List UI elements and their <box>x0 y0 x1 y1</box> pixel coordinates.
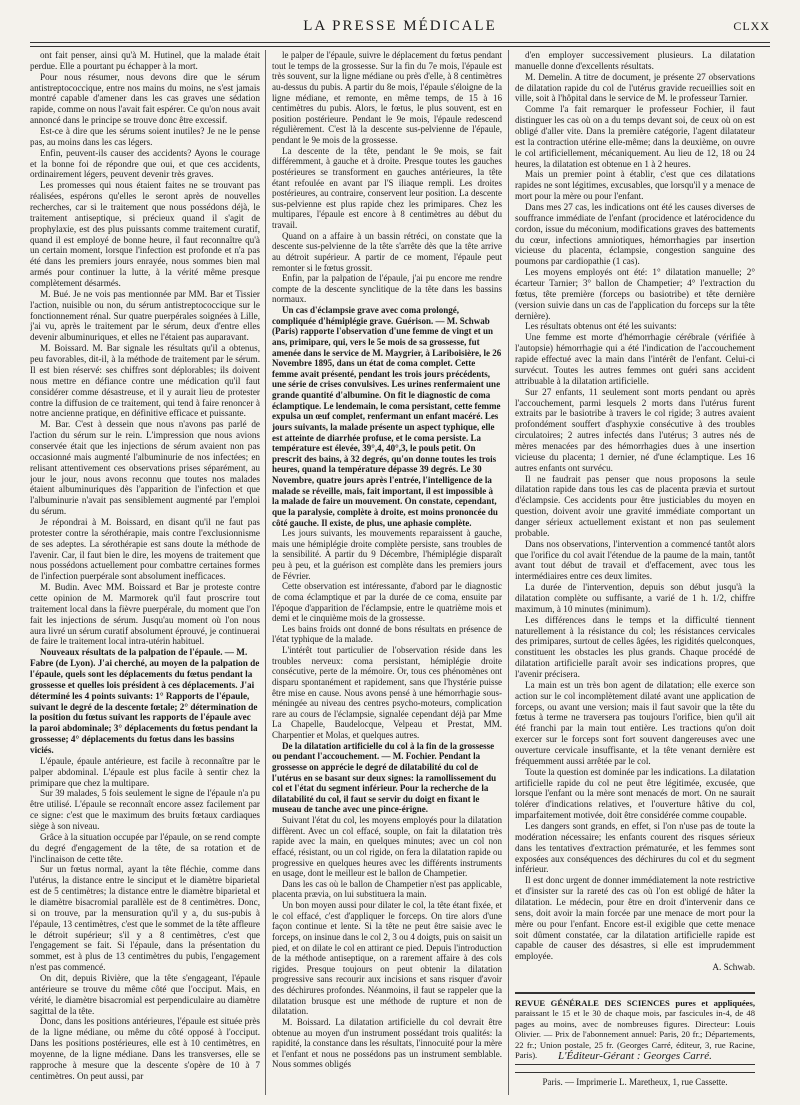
paragraph: Suivant l'état du col, les moyens employés pour la dilatation diffèrent. Avec un col effacé, souple, on fait la dilatation très rapide avec la main, en quelques minutes; avec un col non effacé, résistant, ou un col rigide, on fera la dilatation rapide ou progressive en quelques heures avec les différents instruments en usage, dont le meilleur est le ballon de Champetier. <box>272 815 502 879</box>
paragraph: Nouveaux résultats de la palpation de l'épaule. — M. Fabre (de Lyon). J'ai cherché, au moyen de la palpation de l'épaule, quels sont les déplacements du fœtus pendant la grossesse et quelles lois président à ces déplacements. J'ai déterminé les 4 points suivants: 1° Rapports de l'épaule, suivant le degré de la descente fœtale; 2° détermination de la position du fœtus suivant les rapports de l'épaule avec la paroi abdominale; 3° déplacements du fœtus pendant la grossesse; 4° déplacements du fœtus dans les bassins viciés. <box>30 647 260 755</box>
paragraph: Dans mes 27 cas, les indications ont été les causes diverses de souffrance immédiate de l'enfant (procidence et latérocidence du cordon, issue du méconium, modifications graves des battements du cœur, infections amniotiques, hémorrhagies par insertion vicieuse du placenta, éclampsie, congestion sanguine des poumons par cardiopathie (1 cas). <box>515 202 755 267</box>
paragraph: L'intérêt tout particulier de l'observation réside dans les troubles nerveux: coma persistant, hémiplégie droite consécutive, perte de la mémoire. Or, tous ces phénomènes ont disparu spontanément et rapidement, sans que l'hystérie puisse être mise en cause. Nous avons pensé à une hémorrhagie sous-méningée au niveau des centres psycho-moteurs, complication rare au cours de l'éclampsie, signalée cependant déjà par Mme La Chapelle, Baudelocque, Velpeau et Prestat, MM. Charpentier et Molas, et quelques autres. <box>272 645 502 740</box>
paragraph: M. Budin. Avec MM. Boissard et Bar je proteste contre cette opinion de M. Marmorek qu'il faut proscrire tout traitement local dans la fièvre puerpérale, du moment que l'on fait les injections de sérum. Jusqu'au moment où l'on nous aura livré un sérum curatif absolument éprouvé, je continuerai de faire le traitement local intra-utérin habituel. <box>30 582 260 647</box>
column-divider <box>508 50 509 1095</box>
paragraph: Mais un premier point à établir, c'est que ces dilatations rapides ne sont légitimes, excusables, que lorsqu'il y a menace de mort pour la mère ou pour l'enfant. <box>515 169 755 202</box>
paragraph: L'épaule, épaule antérieure, est facile à reconnaître par le palper abdominal. L'épaule est plus facile à sentir chez la primipare que chez la multipare. <box>30 755 260 788</box>
paragraph: d'en employer successivement plusieurs. La dilatation manuelle donne d'excellents résultats. <box>515 50 755 71</box>
paragraph: Est-ce à dire que les sérums soient inutiles? Je ne le pense pas, au moins dans les cas légers. <box>30 126 260 147</box>
column-middle <box>272 50 502 1095</box>
author-signature: A. Schwab. <box>712 962 755 973</box>
editor-line: L'Éditeur-Gérant : Georges Carré. <box>558 1050 712 1062</box>
paragraph: M. Demelin. A titre de document, je présente 27 observations de dilatation rapide du col de l'utérus gravide recueillies soit en ville, soit à l'hôpital dans le service de M. le professeur Tarnier. <box>515 71 755 104</box>
paragraph: Je répondrai à M. Boissard, en disant qu'il ne faut pas protester contre la sérothérapie, mais contre l'exclusionnisme de ses adeptes. La sérothérapie est sans doute la méthode de l'avenir. Car, il faut bien le dire, les moyens de traitement que nous possédons actuellement pour combattre certaines formes de l'infection puerpérale sont absolument inefficaces. <box>30 516 260 582</box>
paragraph: Les bains froids ont donné de bons résultats en présence de l'état typhique de la malade. <box>272 623 502 645</box>
paragraph: Un bon moyen aussi pour dilater le col, la tête étant fixée, et le col effacé, c'est d'appliquer le forceps. On tire alors d'une façon continue et lente. Si la tête ne peut être saisie avec le forceps, on insinue dans le col 2, 3 ou 4 doigts, puis on saisit un pied, et on dilate le col en attirant ce pied. Depuis l'introduction de la méthode antiseptique, on a rarement affaire à des cols rigides. Presque toujours on peut obtenir la dilatation progressive sans recourir aux incisions et sans risquer d'avoir des déchirures profondes. Néanmoins, il faut se rappeler que la dilatation brusque est une méthode de rupture et non de dilatation. <box>272 900 502 1017</box>
advertisement-text: paraissant le 15 et le 30 de chaque mois, par fascicules in-4, de 48 pages au moins, avec de nombreuses figures. Directeur: Louis Olivier. — Prix de l'abonnement annuel: Paris, 20 fr.; Départements, 22 fr.; Union postale, 25 fr. (Georges Carré, éditeur, 3, rue Racine, Paris). <box>515 1008 755 1061</box>
paragraph: Grâce à la situation occupée par l'épaule, on se rend compte du degré d'engagement de la tête, de sa rotation et de l'inclinaison de cette tête. <box>30 831 260 864</box>
paragraph: Comme l'a fait remarquer le professeur Fochier, il faut distinguer les cas où on a du temps devant soi, de ceux où on est obligé d'aller vite. Dans la première catégorie, l'agent dilatateur est la contraction utérine elle-même; dans la deuxième, on ouvre le col artificiellement, mécaniquement. Au lieu de 12, 18 ou 24 heures, la dilatation est obtenue en 1 à 2 heures. <box>515 104 755 169</box>
printer-line: Paris. — Imprimerie L. Maretheux, 1, rue Cassette. <box>515 1072 755 1087</box>
column-right <box>515 50 755 985</box>
paragraph: La main est un très bon agent de dilatation; elle exerce son action sur le col incomplètement dilaté avant une application de forceps, ou avant une version; mais il faut savoir que la tête du fœtus à terme ne traversera pas toujours l'orifice, bien qu'il ait été franchi par la main tout entière. Les tractions qu'on doit exercer sur le forceps sont fort souvent dangereuses avec une ouverture cervicale insuffisante, et la tête venant dernière est fréquemment aussi arrêtée par le col. <box>515 679 755 766</box>
paragraph: Cette observation est intéressante, d'abord par le diagnostic de coma éclamptique et par la durée de ce coma, ensuite par l'époque d'apparition de l'éclampsie, entre le quatrième mois et demi et le cinquième mois de la grossesse. <box>272 581 502 624</box>
advertisement-heading: REVUE GÉNÉRALE DES SCIENCES pures et appliquées, <box>515 998 755 1008</box>
column-divider <box>265 50 266 1095</box>
paragraph: ont fait penser, ainsi qu'à M. Hutinel, que la malade était perdue. Elle a pourtant pu échapper à la mort. <box>30 50 260 71</box>
paragraph: Donc, dans les positions antérieures, l'épaule est située près de la ligne médiane, ou même du côté opposé à l'occiput. Dans les positions postérieures, elle est à 10 centimètres, en moyenne, de la ligne médiane. Dans les transverses, elle se rapproche à mesure que la descente s'opère de 10 à 7 centimètres. On peut aussi, par <box>30 1016 260 1081</box>
paragraph: Enfin, peuvent-ils causer des accidents? Ayons le courage et la bonne foi de répondre que oui, et que ces accidents, ordinairement légers, peuvent devenir très graves. <box>30 147 260 180</box>
paragraph: Sur un fœtus normal, ayant la tête fléchie, comme dans l'utérus, la distance entre le sinciput et le diamètre biparietal est de 5 centimètres; la distance entre le diamètre biparietal et le diamètre bisacromial parallèle est de 8 centimètres. Donc, si on trouve, par la mensuration qu'il y a, du sus-pubis à l'épaule, 13 centimètres, c'est que le sommet de la tête affleure le détroit supérieur; s'il y a 8 centimètres, c'est que l'engagement se fait. Si l'épaule, dans la présentation du sommet, est à plus de 13 centimètres du pubis, l'engagement n'est pas commencé. <box>30 864 260 973</box>
paragraph: Les résultats obtenus ont été les suivants: <box>525 321 677 332</box>
paragraph: M. Bar. C'est à dessein que nous n'avons pas parlé de l'action du sérum sur le rein. L'impression que nous avions conservée était que les injections de sérum avaient non pas occasionné mais augmenté l'albuminurie de nos infectées; en relisant attentivement ces observations prises séparément, au jour le jour, nous avons reconnu que toutes nos malades étaient albuminuriques dès l'apparition de l'infection et que l'albuminurie n'avait pas sensiblement augmenté par l'emploi du sérum. <box>30 419 260 517</box>
paragraph: On dit, depuis Rivière, que la tête s'engageant, l'épaule antérieure se trouve du même côté que l'occiput. Mais, en vérité, le diamètre bisacromial est perpendiculaire au diamètre sagittal de la tête. <box>30 973 260 1016</box>
paragraph: Sur 39 malades, 5 fois seulement le signe de l'épaule n'a pu être utilisé. L'épaule se reconnaît encore assez facilement par ce signe: c'est que le maximum des bruits fœtaux cardiaques siège à son niveau. <box>30 788 260 832</box>
header-rule <box>30 42 770 47</box>
paragraph: Dans nos observations, l'intervention a commencé tantôt alors que l'orifice du col avait l'étendue de la paume de la main, tantôt avant tout début de travail et d'effacement, avec tous les intermédiaires entre ces deux limites. <box>515 538 755 582</box>
paragraph: Les jours suivants, les mouvements reparaissent à gauche, mais une hémiplégie droite complète persiste, sans troubles de la sensibilité. A partir du 9 Décembre, l'hémiplégie disparaît peu à peu, et la guérison est complète dans les premiers jours de Février. <box>272 528 502 581</box>
paragraph: Un cas d'éclampsie grave avec coma prolongé, compliquée d'hémiplégie grave. Guérison. — M. Schwab (Paris) rapporte l'observation d'une femme de vingt et un ans, primipare, qui, vers le 5e mois de sa grossesse, fut amenée dans le service de M. Maygrier, à Lariboisière, le 26 Novembre 1895, dans un état de coma complet. Cette femme avait présenté, pendant les trois jours précédents, une série de crises convulsives. Les urines renfermaient une grande quantité d'albumine. On fit le diagnostic de coma éclamptique. Le lendemain, le coma persistant, cette femme expulsa un œuf complet, renfermant un enfant macéré. Les jours suivants, la malade présente un aspect typhique, elle est atteinte de diarrhée profuse, et le coma persiste. La température est élevée, 39°,4, 40°,3, le pouls petit. On prescrit des bains, à 32 degrés, qu'on donne toutes les trois heures, quand la température dépasse 39 degrés. Le 30 Novembre, quatre jours après l'entrée, l'intelligence de la malade se réveille, mais, fait important, il est impossible à la malade de faire un mouvement. On constate, cependant, que la paralysie, complète à droite, est moins prononcée du côté gauche. Il existe, de plus, une aphasie complète. <box>272 305 502 528</box>
paragraph: Toute la question est dominée par les indications. La dilatation artificielle rapide du col ne peut être légitimée, excusée, que lorsque l'enfant ou la mère sont menacés de mort. On ne saurait tolérer d'indications relatives, et l'ouverture hâtive du col, imparfaitement motivée, doit être considérée comme coupable. <box>515 766 755 821</box>
paragraph: Dans les cas où le ballon de Champetier n'est pas applicable, placenta prævia, on lui substituera la main. <box>272 878 502 900</box>
paragraph: La durée de l'intervention, depuis son début jusqu'à la dilatation complète ou suffisante, a varié de 1 h. 1/2, chiffre maximum, à 10 minutes (minimum). <box>515 582 755 614</box>
paragraph: Les dangers sont grands, en effet, si l'on n'use pas de toute la modération nécessaire; les enfants courent des risques sérieux dans les tentatives d'extraction prématurée, et les femmes sont exposées aux conséquences des déchirures du col et du segment inférieur. <box>515 821 755 875</box>
journal-title: LA PRESSE MÉDICALE <box>303 18 497 34</box>
paragraph: Quand on a affaire à un bassin rétréci, on constate que la descente sus-pelvienne de la tête s'arrête dès que la tête arrive au détroit supérieur. A partir de ce moment, l'épaule peut remonter si le fœtus grossit. <box>272 230 502 273</box>
column-left <box>30 50 260 1095</box>
paragraph: Pour nous résumer, nous devons dire que le sérum antistreptococcique, entre nos mains du moins, ne s'est jamais montré capable d'amener dans les cas graves une sédation rapide, comme on nous l'avait fait espérer. Ce qu'on nous avait annoncé dans le principe se trouve donc être excessif. <box>30 71 260 126</box>
paragraph: De la dilatation artificielle du col à la fin de la grossesse ou pendant l'accouchement. — M. Fochier. Pendant la grossesse on apprécie le degré de dilatabilité du col de l'utérus en se basant sur deux signes: la ramollissement du col et l'état du segment inférieur. Pour la recherche de la dilatabilité du col, il faut se servir du doigt en fixant le museau de tanche avec une pince-érigne. <box>272 740 497 815</box>
paragraph: Les moyens employés ont été: 1° dilatation manuelle; 2° écarteur Tarnier; 3° ballon de Champetier; 4° l'extraction du fœtus, tête première (forceps ou basiotribe) et tête dernière (version suivie dans un cas de l'application du forceps sur la tête dernière). <box>515 267 755 321</box>
paragraph: le palper de l'épaule, suivre le déplacement du fœtus pendant tout le temps de la grossesse. Sur la fin du 7e mois, l'épaule est très souvent, sur la ligne médiane ou près d'elle, à 8 centimètres au-dessus du pubis. A partir du 8e mois, l'épaule s'éloigne de la ligne médiane, et remonte, en même temps, de 15 à 16 centimètres du pubis. Alors, le fœtus, le plus souvent, est en position postérieure. Pendant le 9e mois, l'épaule redescend régulièrement. C'est là la descente sus-pelvienne de l'épaule, pendant le 9e mois de la grossesse. <box>272 50 502 145</box>
paragraph: Il ne faudrait pas penser que nous proposons la seule dilatation rapide dans tous les cas de placenta prævia et surtout d'éclampsie. Ces accidents pour être justiciables du moyen en question, doivent avoir une gravité immédiate comportant un danger sérieux actuellement existant et non pas seulement probable. <box>515 473 755 538</box>
paragraph: Les différences dans le temps et la difficulté tiennent naturellement à la résistance du col; les résistances cervicales des primipares, surtout de celles âgées, les rigidités quelconques, constituent les obstacles les plus grands. Chaque procédé de dilatation artificielle paraît avoir ses indications propres, que l'avenir précisera. <box>515 614 755 679</box>
paragraph: M. Bué. Je ne vois pas mentionnée par MM. Bar et Tissier l'action, nuisible ou non, du sérum antistreptococcique sur le fonctionnement rénal. Sur quatre puerpérales soignées à Lille, j'ai vu, après le traitement par le sérum, deux d'entre elles devenir albuminuriques, et elles ne l'étaient pas auparavant. <box>30 288 260 343</box>
paragraph: Les promesses qui nous étaient faites ne se trouvant pas réalisées, espérons qu'elles le seront après de nouvelles recherches, car si le traitement que nous possédons déjà, le traitement antiseptique, si précieux quand il s'agit de prophylaxie, est des plus puissants comme traitement curatif, quand il est employé de bonne heure, il faut reconnaître qu'à un certain moment, lorsque l'infection est profonde et n'a pas été dans les premiers jours enrayée, nous sommes bien mal armés pour continuer la lutte, à la vérité même presque complètement désarmés. <box>30 180 260 289</box>
paragraph: Sur 27 enfants, 11 seulement sont morts pendant ou après l'accouchement, parmi lesquels 2 morts dans l'utérus furent extraits par le basiotribe à travers le col rigide; 3 autres avaient profondément souffert d'asphyxie consécutive à des troubles circulatoires; 2 autres infectés dans l'utérus; 3 autres nés de mères menacées par des hémorrhagies dues à une insertion vicieuse du placenta; 1 dernier, né d'une éclamptique. Les 16 autres enfants ont survécu. <box>515 386 755 473</box>
paragraph: M. Boissard. La dilatation artificielle du col devrait être obtenue au moyen d'un instrument possédant trois qualités: la rapidité, la constance dans les résultats, l'innocuité pour la mère et l'enfant et nous ne possédons pas un instrument semblable. Nous sommes obligés <box>272 1016 502 1070</box>
paragraph: La descente de la tête, pendant le 9e mois, se fait différemment, à gauche et à droite. Presque toutes les gauches postérieures se transforment en gauches antérieures, la tête étant refoulée en avant par l'S iliaque rempli. Les droites postérieures, au contraire, conservent leur position. La descente sus-pelvienne est plus rapide chez les primipares. Chez les multipares, l'épaule est encore à 8 centimètres au début du travail. <box>272 145 502 230</box>
paragraph: Enfin, par la palpation de l'épaule, j'ai pu encore me rendre compte de la descente synclitique de la tête dans les bassins normaux. <box>272 273 502 305</box>
paragraph: Une femme est morte d'hémorrhagie cérébrale (vérifiée à l'autopsie) hémorrhagie qui a été l'indication de l'accouchement rapide effectué avec la main dans l'intérêt de l'enfant. Celui-ci survécut. Toutes les autres femmes ont guéri sans accident attribuable à la dilatation artificielle. <box>515 332 755 386</box>
page-header <box>30 18 770 38</box>
paragraph: M. Boissard. M. Bar signale les résultats qu'il a obtenus, peu favorables, dit-il, à la méthode de traitement par le sérum. Il est bien réservé: ses chiffres sont déplorables; ils doivent nous mettre en défiance contre une médication qu'il faut considérer comme désastreuse, et il y aurait lieu de protester contre la diffusion de ce traitement, qui tend à faire renoncer à notre ancienne pratique, en définitive efficace et puissante. <box>30 343 260 419</box>
paragraph: Il est donc urgent de donner immédiatement la note restrictive et d'insister sur la rareté des cas où l'on est obligé de hâter la dilatation. Le médecin, pour être en droit d'intervenir dans ce sens, doit avoir la main forcée par une menace de mort pour la mère ou pour l'enfant. Encore est-il exigible que cette menace soit dûment constatée, car la dilatation artificielle rapide est capable de causer des désastres, si elle est imprudemment employée. <box>515 875 755 962</box>
page-number: CLXX <box>733 19 770 33</box>
